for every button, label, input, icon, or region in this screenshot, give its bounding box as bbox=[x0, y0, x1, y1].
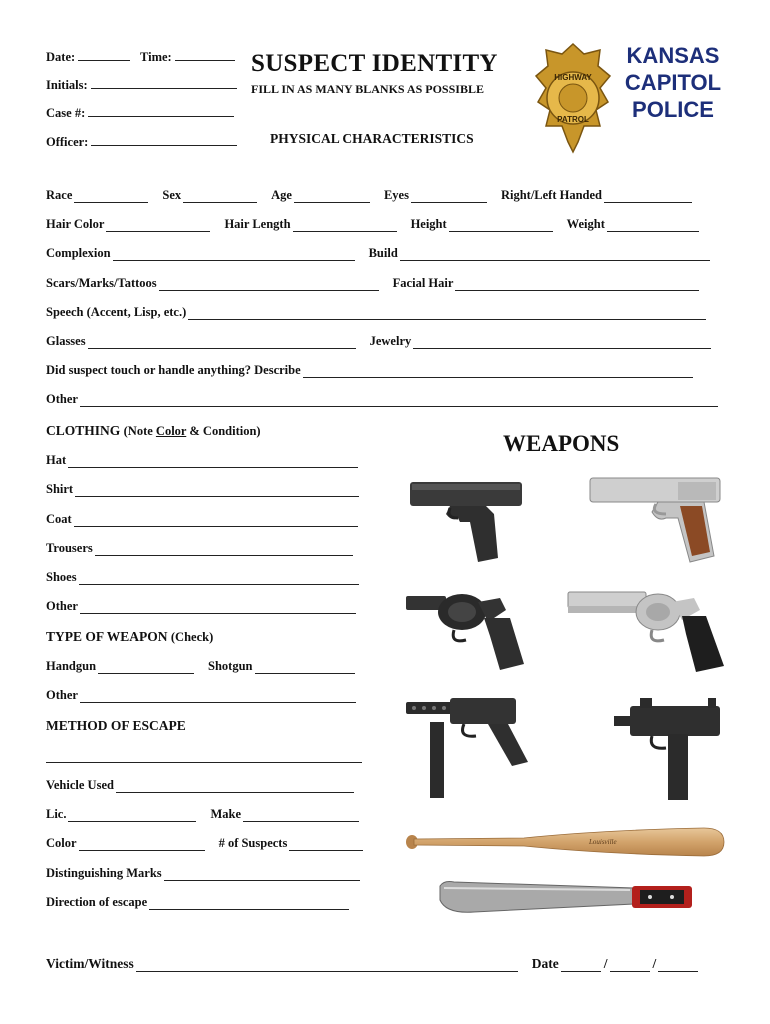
shoes-label: Shoes bbox=[46, 570, 77, 584]
date-label: Date: bbox=[46, 50, 76, 64]
age-blank[interactable] bbox=[294, 191, 370, 203]
physical-row-2 bbox=[46, 217, 699, 232]
footer-date-sep-1: / bbox=[603, 956, 608, 971]
direction-row bbox=[46, 895, 363, 910]
badge-top-text: HIGHWAY bbox=[554, 73, 592, 82]
clothing-heading-text: CLOTHING bbox=[46, 423, 121, 438]
coat-blank[interactable] bbox=[74, 515, 358, 527]
victim-row bbox=[46, 956, 698, 972]
clothing-other-label: Other bbox=[46, 599, 78, 613]
victim-blank[interactable] bbox=[136, 960, 518, 972]
agency-name bbox=[620, 42, 726, 123]
initials-blank[interactable] bbox=[91, 77, 237, 89]
trousers-blank[interactable] bbox=[95, 544, 353, 556]
shoes-blank[interactable] bbox=[79, 573, 359, 585]
clothing-note bbox=[124, 424, 261, 438]
speech-blank[interactable] bbox=[188, 308, 706, 320]
jewelry-blank[interactable] bbox=[413, 337, 711, 349]
age-label: Age bbox=[271, 188, 292, 202]
scars-label: Scars/Marks/Tattoos bbox=[46, 276, 157, 290]
footer-date-day[interactable] bbox=[610, 960, 650, 972]
date-blank[interactable] bbox=[78, 49, 130, 61]
shirt-label: Shirt bbox=[46, 482, 74, 496]
officer-field[interactable] bbox=[46, 134, 237, 150]
page-subtitle: FILL IN AS MANY BLANKS AS POSSIBLE bbox=[251, 82, 484, 96]
date-field[interactable] bbox=[46, 49, 130, 65]
officer-label: Officer: bbox=[46, 135, 89, 149]
race-blank[interactable] bbox=[74, 191, 148, 203]
suspects-blank[interactable] bbox=[289, 839, 363, 851]
submachine-gun-tec-image bbox=[404, 694, 534, 802]
case-label: Case #: bbox=[46, 106, 86, 120]
complexion-label: Complexion bbox=[46, 246, 111, 260]
trousers-row bbox=[46, 541, 367, 556]
agency-line-1: KANSAS bbox=[626, 43, 720, 68]
build-blank[interactable] bbox=[400, 249, 710, 261]
highway-patrol-badge-icon bbox=[534, 42, 612, 154]
time-blank[interactable] bbox=[175, 49, 235, 61]
vehicle-row bbox=[46, 778, 368, 793]
victim-label: Victim/Witness bbox=[46, 956, 134, 971]
eyes-label: Eyes bbox=[383, 188, 409, 202]
vehicle-color-blank[interactable] bbox=[79, 839, 205, 851]
shoes-row bbox=[46, 570, 373, 585]
physical-other-blank[interactable] bbox=[80, 395, 718, 407]
escape-heading: METHOD OF ESCAPE bbox=[46, 718, 186, 733]
submachine-gun-uzi-image bbox=[612, 694, 724, 802]
agency-line-2: CAPITOL bbox=[624, 70, 722, 95]
weapon-other-row bbox=[46, 688, 370, 703]
make-blank[interactable] bbox=[243, 810, 359, 822]
complexion-blank[interactable] bbox=[113, 249, 355, 261]
pistol-1911-image bbox=[586, 472, 724, 566]
revolver-long-image bbox=[566, 586, 726, 674]
agency-line-3: POLICE bbox=[632, 97, 714, 122]
hat-blank[interactable] bbox=[68, 456, 358, 468]
shotgun-checkbox[interactable] bbox=[255, 662, 355, 674]
weight-blank[interactable] bbox=[607, 220, 699, 232]
clothing-note-post: & Condition) bbox=[186, 424, 261, 438]
footer-date-sep-2: / bbox=[652, 956, 657, 971]
clothing-note-pre: (Note bbox=[123, 424, 156, 438]
weapon-type-heading bbox=[46, 629, 213, 645]
physical-section-heading: PHYSICAL CHARACTERISTICS bbox=[270, 131, 474, 146]
height-blank[interactable] bbox=[449, 220, 553, 232]
color-suspects-row bbox=[46, 836, 377, 851]
sex-blank[interactable] bbox=[183, 191, 257, 203]
initials-field[interactable] bbox=[46, 77, 237, 93]
physical-row-8 bbox=[46, 392, 718, 407]
clothing-heading bbox=[46, 423, 261, 439]
weapon-other-label: Other bbox=[46, 688, 78, 702]
hair-color-blank[interactable] bbox=[106, 220, 210, 232]
physical-other-label: Other bbox=[46, 392, 78, 406]
shotgun-label: Shotgun bbox=[208, 659, 253, 673]
physical-row-6 bbox=[46, 334, 711, 349]
svg-text:Louisville: Louisville bbox=[589, 838, 617, 846]
vehicle-color-label: Color bbox=[46, 836, 77, 850]
weapon-type-check-note: (Check) bbox=[170, 630, 214, 644]
direction-label: Direction of escape bbox=[46, 895, 148, 909]
speech-label: Speech (Accent, Lisp, etc.) bbox=[46, 305, 187, 319]
lic-make-row bbox=[46, 807, 373, 822]
touch-label: Did suspect touch or handle anything? Describe bbox=[46, 363, 301, 377]
officer-blank[interactable] bbox=[91, 134, 237, 146]
weapon-type-row bbox=[46, 659, 369, 674]
physical-row-3 bbox=[46, 246, 710, 261]
build-label: Build bbox=[368, 246, 398, 260]
coat-label: Coat bbox=[46, 512, 72, 526]
scars-blank[interactable] bbox=[159, 279, 379, 291]
page-title: SUSPECT IDENTITY bbox=[251, 50, 498, 77]
weapon-other-blank[interactable] bbox=[80, 691, 356, 703]
pistol-image bbox=[406, 478, 524, 566]
coat-row bbox=[46, 512, 372, 527]
hat-label: Hat bbox=[46, 453, 67, 467]
escape-method-blank[interactable] bbox=[46, 751, 362, 763]
time-label: Time: bbox=[140, 50, 172, 64]
handed-label: Right/Left Handed bbox=[500, 188, 603, 202]
handgun-label: Handgun bbox=[46, 659, 97, 673]
sex-label: Sex bbox=[162, 188, 182, 202]
hat-row bbox=[46, 453, 372, 468]
handed-blank[interactable] bbox=[604, 191, 692, 203]
weapons-title: WEAPONS bbox=[503, 431, 620, 456]
escape-method-row bbox=[46, 750, 362, 768]
glasses-blank[interactable] bbox=[88, 337, 356, 349]
direction-blank[interactable] bbox=[149, 898, 349, 910]
case-blank[interactable] bbox=[88, 105, 234, 117]
hair-color-label: Hair Color bbox=[46, 217, 105, 231]
lic-label: Lic. bbox=[46, 807, 67, 821]
physical-row-5 bbox=[46, 305, 706, 320]
marks-row bbox=[46, 866, 374, 881]
weight-label: Weight bbox=[566, 217, 605, 231]
facial-hair-blank[interactable] bbox=[455, 279, 699, 291]
marks-label: Distinguishing Marks bbox=[46, 866, 162, 880]
hair-length-blank[interactable] bbox=[293, 220, 397, 232]
handgun-checkbox[interactable] bbox=[98, 662, 194, 674]
touch-blank[interactable] bbox=[303, 366, 693, 378]
baseball-bat-image bbox=[404, 822, 728, 862]
facial-hair-label: Facial Hair bbox=[392, 276, 454, 290]
lic-blank[interactable] bbox=[68, 810, 196, 822]
weapon-type-heading-text: TYPE OF WEAPON bbox=[46, 629, 168, 644]
vehicle-blank[interactable] bbox=[116, 781, 354, 793]
shirt-row bbox=[46, 482, 373, 497]
revolver-snub-image bbox=[404, 586, 528, 674]
footer-date-label: Date bbox=[531, 956, 559, 971]
clothing-other-row bbox=[46, 599, 370, 614]
physical-row-4 bbox=[46, 276, 699, 291]
footer-date-month[interactable] bbox=[561, 960, 601, 972]
height-label: Height bbox=[410, 217, 447, 231]
clothing-note-color: Color bbox=[155, 424, 187, 438]
eyes-blank[interactable] bbox=[411, 191, 487, 203]
badge-bottom-text: PATROL bbox=[557, 115, 589, 124]
jewelry-label: Jewelry bbox=[369, 334, 412, 348]
initials-label: Initials: bbox=[46, 78, 88, 92]
marks-blank[interactable] bbox=[164, 869, 360, 881]
glasses-label: Glasses bbox=[46, 334, 86, 348]
case-field[interactable] bbox=[46, 105, 234, 121]
trousers-label: Trousers bbox=[46, 541, 93, 555]
clothing-other-blank[interactable] bbox=[80, 602, 356, 614]
vehicle-label: Vehicle Used bbox=[46, 778, 114, 792]
suspects-label: # of Suspects bbox=[218, 836, 288, 850]
machete-image bbox=[434, 878, 698, 918]
shirt-blank[interactable] bbox=[75, 485, 359, 497]
race-label: Race bbox=[46, 188, 73, 202]
time-field[interactable] bbox=[140, 49, 235, 65]
physical-row-7 bbox=[46, 363, 693, 378]
make-label: Make bbox=[210, 807, 242, 821]
footer-date-year[interactable] bbox=[658, 960, 698, 972]
physical-row-1 bbox=[46, 188, 692, 203]
hair-length-label: Hair Length bbox=[224, 217, 291, 231]
